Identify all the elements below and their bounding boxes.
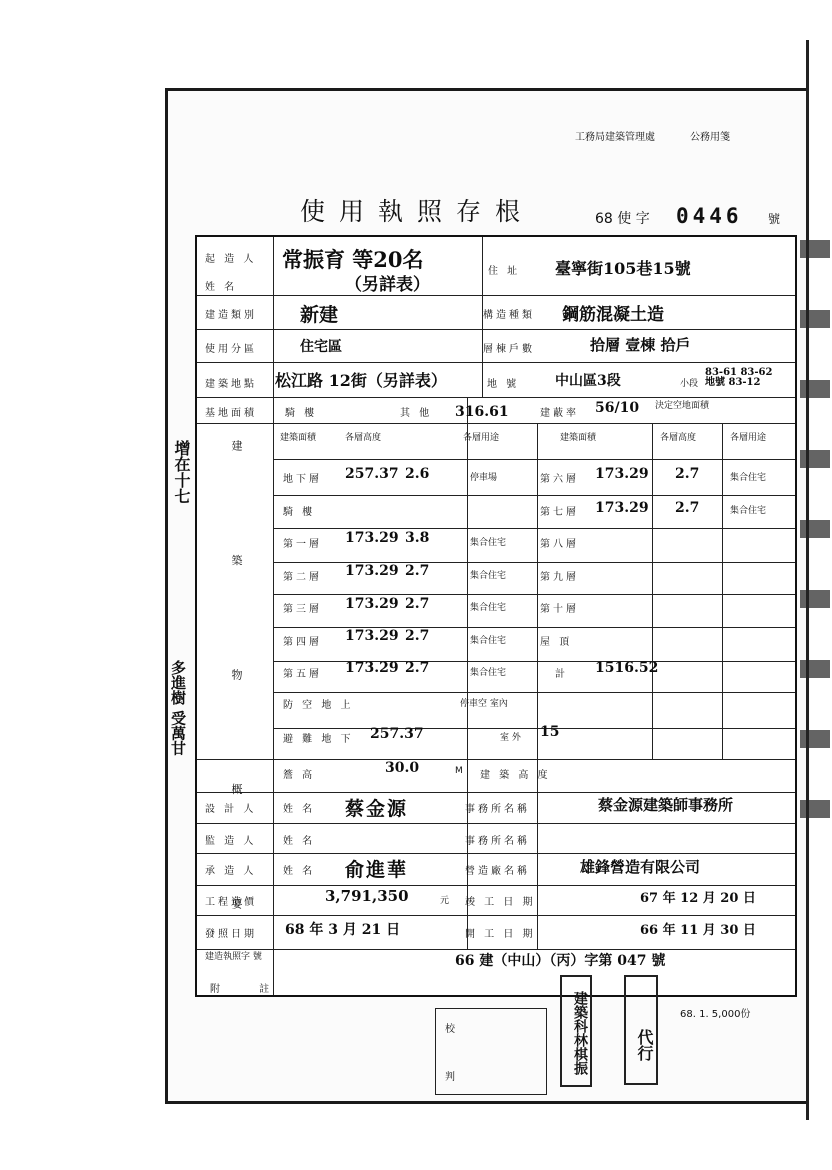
other-area-label: 其 他 xyxy=(400,408,433,419)
col-header-use-right: 各層用途 xyxy=(730,433,767,443)
address-value: 臺寧街105巷15號 xyxy=(555,259,691,278)
shelter-label: 避 難 地 下 xyxy=(283,734,354,745)
completion-value: 67 年 12 月 20 日 xyxy=(640,891,756,906)
building-category-label: 建造類別 xyxy=(205,310,257,321)
land-lots-value: 83-61 83-62 地號 83-12 xyxy=(705,367,773,388)
outdoor-value: 15 xyxy=(540,724,560,740)
cost-value: 3,791,350 xyxy=(325,887,409,905)
floor-right-area: 1516.52 xyxy=(595,660,659,676)
site-area-value: 316.61 xyxy=(455,404,509,420)
floor-left-height: 3.8 xyxy=(405,530,430,546)
floor-right-name: 第十層 xyxy=(540,604,579,615)
address-label: 住 址 xyxy=(488,266,521,277)
outdoor-label: 室 外 xyxy=(500,733,521,743)
parking-label: 停車空 室內 xyxy=(460,699,508,709)
chief-seal: 代行 xyxy=(624,975,658,1085)
designer-name-label: 姓 名 xyxy=(283,804,316,815)
print-info: 68. 1. 5,000份 xyxy=(680,1009,751,1020)
floor-left-area: 173.29 xyxy=(345,530,399,546)
margin-note-bottom: 多進樹 受萬甘 xyxy=(169,660,187,756)
col-header-area-right: 建築面積 xyxy=(560,433,597,443)
supervisor-label: 監 造 人 xyxy=(205,836,257,847)
coverage-label: 建蔽率 xyxy=(540,408,579,419)
start-date-label: 開 工 日 期 xyxy=(465,929,536,940)
floor-left-use: 集合住宅 xyxy=(470,571,507,581)
floor-left-name: 地下層 xyxy=(283,474,322,485)
cost-unit: 元 xyxy=(440,896,450,906)
top-stamp-right: 公務用箋 xyxy=(690,132,730,143)
floor-left-name: 第四層 xyxy=(283,637,322,648)
use-zone-value: 住宅區 xyxy=(300,339,342,355)
floor-left-area: 173.29 xyxy=(345,628,399,644)
approver-seal: 建築科林棋振 xyxy=(560,975,592,1087)
structure-type-value: 鋼筋混凝土造 xyxy=(562,305,664,325)
right-edge-shadow-text xyxy=(800,240,830,860)
designer-office-label: 事務所名稱 xyxy=(465,804,530,815)
floor-left-area: 257.37 xyxy=(345,466,399,482)
serial-number: 0446 xyxy=(676,204,743,228)
floor-left-area: 173.29 xyxy=(345,563,399,579)
use-zone-label: 使用分區 xyxy=(205,344,257,355)
floor-right-height: 2.7 xyxy=(675,500,700,516)
permit-value: 66 建（中山）（丙）字第 047 號 xyxy=(455,953,666,969)
land-number-label: 地 號 xyxy=(487,379,520,390)
eaves-label: 簷 高 xyxy=(283,770,316,781)
col-header-height-left: 各層高度 xyxy=(345,433,382,443)
floor-left-name: 第一層 xyxy=(283,539,322,550)
margin-note-top: 增在十七 xyxy=(172,440,191,504)
cost-label: 工程造價 xyxy=(205,897,257,908)
col-header-height-right: 各層高度 xyxy=(660,433,697,443)
structure-type-label: 構造種類 xyxy=(483,310,535,321)
site-area-label: 基地面積 xyxy=(205,408,257,419)
contractor-value: 俞進華 xyxy=(345,859,409,881)
completion-label: 竣 工 日 期 xyxy=(465,897,536,908)
floor-left-name: 第三層 xyxy=(283,604,322,615)
floor-right-area: 173.29 xyxy=(595,500,649,516)
floor-left-use: 停車場 xyxy=(470,473,498,483)
land-number-value: 中山區3段 xyxy=(555,373,621,389)
floor-left-use: 集合住宅 xyxy=(470,538,507,548)
floor-left-use: 集合住宅 xyxy=(470,603,507,613)
floor-right-name: 屋 頂 xyxy=(540,637,573,648)
site-address-label: 建築地點 xyxy=(205,379,257,390)
coverage-value: 56/10 xyxy=(595,400,640,416)
floor-right-use: 集合住宅 xyxy=(730,506,767,516)
building-summary-label: 建 築 物 概 要 xyxy=(230,440,243,959)
col-header-area-left: 建築面積 xyxy=(280,433,317,443)
building-height-label: 建 築 高 度 xyxy=(480,770,551,781)
floors-label: 層棟戶數 xyxy=(483,344,535,355)
check-label: 校 xyxy=(445,1024,458,1035)
floor-left-height: 2.6 xyxy=(405,466,430,482)
col-header-use-left: 各層用途 xyxy=(463,433,500,443)
contractor-firm-value: 雄鋒營造有限公司 xyxy=(580,858,701,876)
designer-label: 設 計 人 xyxy=(205,804,257,815)
applicant-name-label: 姓 名 xyxy=(205,282,238,293)
eaves-unit: M xyxy=(455,766,463,776)
floor-left-name: 第五層 xyxy=(283,669,322,680)
floor-left-name: 騎 樓 xyxy=(283,507,316,518)
permit-label: 建造執照字 號 xyxy=(205,952,262,962)
floor-left-height: 2.7 xyxy=(405,596,430,612)
floor-right-area: 173.29 xyxy=(595,466,649,482)
issue-date-label: 發照日期 xyxy=(205,929,257,940)
defense-label: 防 空 地 上 xyxy=(283,700,354,711)
floor-right-name: 計 xyxy=(555,669,568,680)
supervisor-name-label: 姓 名 xyxy=(283,836,316,847)
floor-left-area: 173.29 xyxy=(345,660,399,676)
floor-right-name: 第六層 xyxy=(540,474,579,485)
floor-left-use: 集合住宅 xyxy=(470,636,507,646)
eaves-value: 30.0 xyxy=(385,760,420,776)
floors-value: 拾層 壹棟 拾戶 xyxy=(590,336,691,354)
floor-left-height: 2.7 xyxy=(405,660,430,676)
floor-left-height: 2.7 xyxy=(405,628,430,644)
decided-open-area-label: 決定空地面積 xyxy=(655,401,710,411)
floor-left-height: 2.7 xyxy=(405,563,430,579)
building-category-value: 新建 xyxy=(300,304,339,326)
floor-right-height: 2.7 xyxy=(675,466,700,482)
floor-right-name: 第九層 xyxy=(540,572,579,583)
applicant-note: （另詳表） xyxy=(345,275,430,295)
floor-left-area: 173.29 xyxy=(345,596,399,612)
page-title: 使用執照存根 xyxy=(300,197,535,226)
arcade-label: 騎 樓 xyxy=(285,408,318,419)
floor-left-use: 集合住宅 xyxy=(470,668,507,678)
site-address-value: 松江路 12街（另詳表） xyxy=(275,371,447,390)
applicant-label: 起 造 人 xyxy=(205,254,257,265)
floor-left-name: 第二層 xyxy=(283,572,322,583)
shelter-value: 257.37 xyxy=(370,726,424,742)
top-stamp-left: 工務局建築管理處 xyxy=(575,132,655,143)
land-subsection-label: 小段 xyxy=(680,379,699,389)
applicant-value: 常振育 等20名 xyxy=(282,247,424,272)
verify-label: 判 xyxy=(445,1072,458,1083)
designer-value: 蔡金源 xyxy=(345,798,409,820)
floor-right-use: 集合住宅 xyxy=(730,473,767,483)
supervisor-office-label: 事務所名稱 xyxy=(465,836,530,847)
contractor-name-label: 姓 名 xyxy=(283,866,316,877)
contractor-label: 承 造 人 xyxy=(205,866,257,877)
notes-label: 附 註 xyxy=(210,984,288,995)
designer-office-value: 蔡金源建築師事務所 xyxy=(598,796,734,814)
serial-prefix: 68 使 字 xyxy=(595,211,650,227)
floor-right-name: 第七層 xyxy=(540,507,579,518)
issue-date-value: 68 年 3 月 21 日 xyxy=(285,922,401,938)
start-date-value: 66 年 11 月 30 日 xyxy=(640,923,756,938)
contractor-firm-label: 營造廠名稱 xyxy=(465,866,530,877)
serial-suffix: 號 xyxy=(768,212,781,226)
floor-right-name: 第八層 xyxy=(540,539,579,550)
